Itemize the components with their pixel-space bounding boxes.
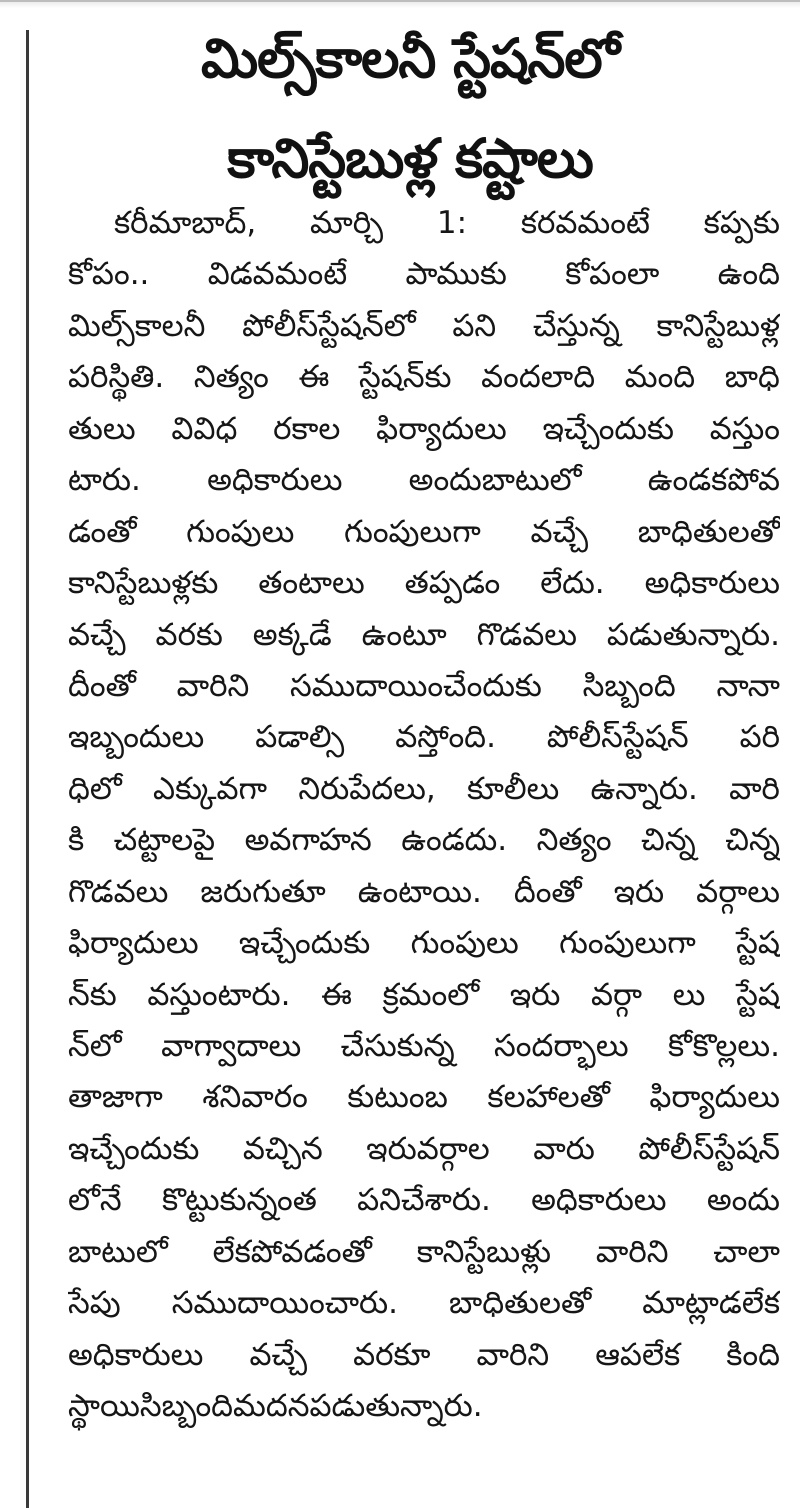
body-word: న్‌కు <box>68 976 117 1013</box>
body-word: ఇబ్బందులు <box>68 719 205 756</box>
body-line <box>68 712 780 763</box>
body-word: వర్గా <box>590 976 643 1013</box>
body-word: వర్గాలు <box>696 873 780 910</box>
body-word: కోకొల్లలు. <box>668 1028 780 1064</box>
body-line <box>68 815 780 866</box>
body-word: చిన్న <box>725 822 780 859</box>
body-line <box>68 301 780 352</box>
body-word: మదనపడుతున్నారు. <box>233 1388 483 1425</box>
body-word: వారి <box>729 770 780 807</box>
body-word: ఉంది <box>717 256 780 293</box>
body-word: మార్చి <box>310 205 384 241</box>
body-word: వారు <box>533 1130 595 1167</box>
body-word: ఉంటాయి. <box>357 873 482 910</box>
body-word: ఈ <box>298 359 330 396</box>
body-word: వారిని <box>176 667 250 704</box>
body-word: ఫిర్యాదులు <box>68 925 199 962</box>
body-word: చిన్న <box>641 822 696 859</box>
body-word: తప్పడం <box>404 565 501 602</box>
body-word: అధికారులు <box>207 462 343 499</box>
body-word: క్రమంలో <box>382 976 480 1013</box>
body-word: కరీమాబాద్, <box>114 205 257 241</box>
body-word: గొడవలు <box>476 616 577 653</box>
body-word: ఈ <box>321 976 352 1013</box>
body-word: వస్తుం <box>709 410 780 447</box>
body-word: అధికారులు <box>68 1336 204 1373</box>
body-word: కొట్టుకున్నంత <box>161 1182 317 1219</box>
body-word: స్టేష <box>736 925 780 962</box>
body-word: రకాల <box>273 410 341 447</box>
body-word: కోపం.. <box>68 256 150 293</box>
body-word: మిల్స్‌కాలనీ <box>68 307 206 344</box>
body-word: ఇచ్చేందుకు <box>68 1130 200 1167</box>
body-line <box>68 198 780 249</box>
body-line <box>68 764 780 815</box>
body-word: చట్టాలపై <box>113 822 216 859</box>
body-word: వచ్చే <box>249 1336 308 1373</box>
body-word: అధికారులు <box>644 565 780 602</box>
body-word: నిత్యం <box>193 359 269 396</box>
body-word: ఉన్నారు. <box>590 770 698 807</box>
article-body <box>68 198 780 1433</box>
body-word: తాజాగా <box>68 1079 163 1116</box>
body-word: దీంతో <box>513 873 582 910</box>
body-word: మంది <box>624 359 696 396</box>
body-word: పాముకు <box>405 256 507 293</box>
body-word: గుంపులుగా <box>344 513 481 550</box>
body-word: ఇచ్చేందుకు <box>238 925 371 962</box>
body-word: బాధితులతో <box>449 1285 592 1322</box>
body-word: ఉండదు. <box>401 822 508 859</box>
body-line <box>68 1330 780 1381</box>
body-word: అవగాహన <box>244 822 372 859</box>
body-line <box>68 249 780 300</box>
body-word: లేదు. <box>540 565 605 602</box>
body-line <box>68 1227 780 1278</box>
body-word: వస్తుంటారు. <box>147 976 291 1013</box>
body-word: కి <box>68 822 85 859</box>
body-word: స్టేషన్‌కు <box>358 359 452 396</box>
body-word: సిబ్బంది <box>139 1388 234 1425</box>
body-word: పడాల్సి <box>255 719 345 756</box>
body-word: సిబ్బంది <box>582 667 676 704</box>
body-word: వారిని <box>595 1233 669 1270</box>
body-word: కోపంలా <box>565 256 660 293</box>
body-line <box>68 610 780 661</box>
headline-line-1: మిల్స్‌కాలనీ స్టేషన్‌లో <box>201 27 619 90</box>
body-word: లోనే <box>68 1182 122 1219</box>
body-word: వరకూ <box>353 1336 431 1373</box>
body-word: వివిధ <box>171 410 238 447</box>
body-word: స్థాయి <box>68 1388 140 1425</box>
body-word: ఇరువర్గాల <box>366 1130 490 1167</box>
body-word: కుటుంబ <box>347 1079 448 1116</box>
body-line <box>68 352 780 403</box>
body-word: వచ్చే <box>530 513 589 550</box>
body-word: లు <box>672 976 706 1013</box>
body-word: పరి <box>739 719 780 756</box>
body-word: ధిలో <box>68 770 122 807</box>
body-line <box>68 558 780 609</box>
body-word: ఇరు <box>509 976 561 1013</box>
body-word: కప్పకు <box>703 205 780 241</box>
body-word: కరవమంటే <box>520 205 650 241</box>
body-word: నిత్యం <box>536 822 612 859</box>
body-word: నానా <box>716 667 780 704</box>
body-word: అందు <box>706 1182 780 1219</box>
body-word: పనిచేశారు. <box>357 1182 491 1219</box>
body-word: ఇరు <box>613 873 665 910</box>
body-line <box>68 455 780 506</box>
body-line <box>68 507 780 558</box>
body-word: దీంతో <box>68 667 136 704</box>
body-word: చేస్తున్న <box>532 307 620 344</box>
body-word: జరుగుతూ <box>200 873 326 910</box>
body-line <box>68 404 780 455</box>
body-word: ఉంటూ <box>361 616 447 653</box>
body-word: సందర్భాలు <box>494 1028 629 1064</box>
body-word: డంతో <box>68 513 137 550</box>
body-word: న్‌లో <box>68 1028 122 1064</box>
body-word: గుంపులుగా <box>559 925 696 962</box>
body-word: అధికారులు <box>531 1182 667 1219</box>
body-word: విడవమంటే <box>207 256 348 293</box>
body-line <box>68 867 780 918</box>
body-word: కానిస్టేబుళ్లకు <box>68 565 219 602</box>
body-word: కానిస్టేబుళ్ల <box>656 307 780 344</box>
body-word: బాధి <box>724 359 780 396</box>
body-word: సముదాయించారు. <box>171 1285 398 1322</box>
body-word: పోలీస్‌స్టేషన్ <box>638 1130 780 1167</box>
body-line <box>68 661 780 712</box>
body-word: సముదాయించేందుకు <box>289 667 542 704</box>
body-word: ఉండకపోవ <box>647 462 780 499</box>
body-word: తంటాలు <box>258 565 365 602</box>
body-word: వస్తోంది. <box>395 719 496 756</box>
body-word: వాగ్వాదాలు <box>161 1028 302 1064</box>
body-word: కూలీలు <box>466 770 560 807</box>
body-word: మాట్లాడలేక <box>642 1285 780 1322</box>
body-word: చేసుకున్న <box>340 1028 455 1064</box>
body-word: టారు. <box>68 462 141 499</box>
body-word: 1: <box>436 205 468 241</box>
body-word: వందలాది <box>481 359 596 396</box>
body-word: ఫిర్యాదులు <box>649 1079 780 1116</box>
body-word: గుంపులు <box>186 513 295 550</box>
body-word: బాధితులతో <box>637 513 780 550</box>
body-word: వారిని <box>476 1336 550 1373</box>
body-line <box>68 918 780 969</box>
body-word: వరకు <box>155 616 223 653</box>
body-word: అందుబాటులో <box>408 462 582 499</box>
body-word: చాలా <box>713 1233 780 1270</box>
body-word: వచ్చే <box>68 616 126 653</box>
body-line <box>68 1124 780 1175</box>
body-word: పడుతున్నారు. <box>606 616 780 653</box>
body-word: నిరుపేదలు, <box>298 770 436 807</box>
body-word: ఆపలేక <box>595 1336 681 1373</box>
body-word: ఫిర్యాదులు <box>376 410 507 447</box>
body-word: పరిస్థితి. <box>68 359 165 396</box>
body-word: గొడవలు <box>68 873 169 910</box>
body-word: పని <box>452 307 497 344</box>
body-word: బాటులో <box>68 1233 168 1270</box>
body-word: పోలీస్‌స్టేషన్ <box>546 719 689 756</box>
body-word: స్టేష <box>736 976 780 1013</box>
body-word: కలహాలతో <box>487 1079 610 1116</box>
body-word: అక్కడే <box>252 616 332 653</box>
body-word: ఎక్కువగా <box>153 770 268 807</box>
body-word: పోలీస్‌స్టేషన్‌లో <box>242 307 416 344</box>
column-rule <box>26 30 29 1508</box>
body-word: లేకపోవడంతో <box>212 1233 372 1270</box>
body-line <box>68 1021 780 1072</box>
body-word: సేపు <box>68 1285 121 1322</box>
top-border-rule <box>0 0 800 8</box>
body-word: కానిస్టేబుళ్లు <box>416 1233 551 1270</box>
body-line <box>68 1072 780 1123</box>
body-word: వచ్చిన <box>242 1130 323 1167</box>
body-word: ఇచ్చేందుకు <box>542 410 674 447</box>
body-line <box>68 1175 780 1226</box>
body-line <box>68 970 780 1021</box>
headline-line-2: కానిస్టేబుళ్ల కష్టాలు <box>227 127 593 190</box>
body-line <box>68 1381 780 1432</box>
body-line <box>68 1278 780 1329</box>
body-word: కింది <box>726 1336 780 1373</box>
body-word: శనివారం <box>202 1079 308 1116</box>
body-word: తులు <box>68 410 136 447</box>
body-word: గుంపులు <box>410 925 519 962</box>
